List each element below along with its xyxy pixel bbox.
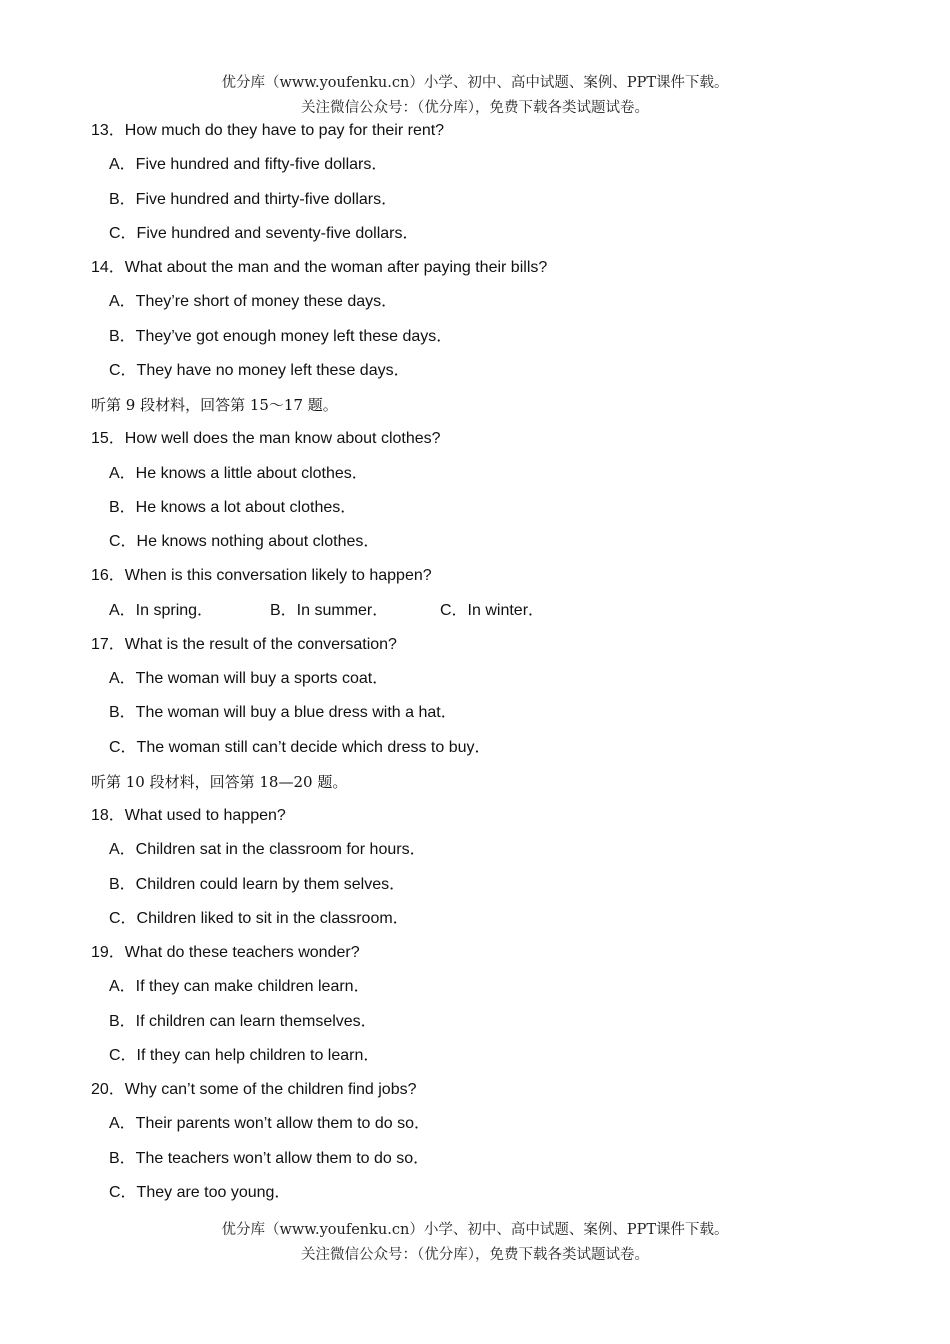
question-16-option-b: B．In summer． (270, 601, 389, 619)
question-13-option-a: A．Five hundred and fifty-five dollars． (109, 156, 388, 174)
question-13-option-c: C．Five hundred and seventy-five dollars． (109, 224, 419, 242)
section-9-instruction: 听第 9 段材料，回答第 15～17 题。 (91, 396, 338, 414)
question-19-option-b: B．If children can learn themselves． (109, 1012, 377, 1030)
page-footer (0, 1218, 950, 1268)
question-15-option-b: B．He knows a lot about clothes． (109, 498, 357, 516)
question-16-option-a: A．In spring． (109, 601, 214, 619)
question-17-option-b: B．The woman will buy a blue dress with a hat． (109, 704, 457, 722)
question-19-stem: 19．What do these teachers wonder? (91, 944, 360, 961)
question-17-stem: 17．What is the result of the conversation? (91, 635, 397, 653)
question-13-option-b: B．Five hundred and thirty-five dollars． (109, 190, 398, 208)
question-18-option-b: B．Children could learn by them selves． (109, 875, 406, 893)
question-20-option-a: A．Their parents won’t allow them to do so． (109, 1115, 431, 1133)
question-14-option-b: B．They’ve got enough money left these days． (109, 327, 453, 345)
question-19-option-a: A．If they can make children learn． (109, 978, 370, 996)
question-16-stem: 16．When is this conversation likely to happen? (91, 567, 432, 585)
footer-line-2: 关注微信公众号：（优分库），免费下载各类试题试卷。 (301, 1247, 649, 1263)
question-20-option-b: B．The teachers won’t allow them to do so． (109, 1149, 430, 1167)
question-14-option-c: C．They have no money left these days． (109, 361, 410, 379)
question-15-stem: 15．How well does the man know about clothes? (91, 430, 441, 448)
section-10-instruction: 听第 10 段材料，回答第 18—20 题。 (91, 772, 348, 791)
question-15-option-c: C．He knows nothing about clothes． (109, 533, 380, 550)
question-17-option-a: A．The woman will buy a sports coat． (109, 670, 389, 687)
question-14-option-a: A．They’re short of money these days． (109, 293, 398, 311)
question-13-stem: 13．How much do they have to pay for their rent? (91, 122, 445, 139)
question-20-stem: 20．Why can’t some of the children find jobs? (91, 1081, 417, 1098)
question-19-option-c: C．If they can help children to learn． (109, 1046, 380, 1064)
question-18-stem: 18．What used to happen? (91, 807, 286, 824)
header-line-2: 关注微信公众号：（优分库），免费下载各类试题试卷。 (301, 100, 649, 116)
footer-line-1: 优分库（www.youfenku.cn）小学、初中、高中试题、案例、PPT课件下载。 (221, 1222, 729, 1238)
header-line-1: 优分库（www.youfenku.cn）小学、初中、高中试题、案例、PPT课件下载。 (221, 75, 729, 91)
question-18-option-c: C．Children liked to sit in the classroom． (109, 909, 409, 927)
question-18-option-a: A．Children sat in the classroom for hours． (109, 841, 426, 859)
question-14-stem: 14．What about the man and the woman after paying their bills? (91, 259, 548, 276)
question-17-option-c: C．The woman still can’t decide which dress to buy． (109, 738, 491, 756)
question-20-option-c: C．They are too young． (109, 1183, 291, 1201)
question-16-option-c: C．In winter． (440, 601, 545, 619)
question-16-options (91, 594, 911, 628)
exam-content (91, 114, 911, 1210)
question-15-option-a: A．He knows a little about clothes． (109, 464, 368, 482)
